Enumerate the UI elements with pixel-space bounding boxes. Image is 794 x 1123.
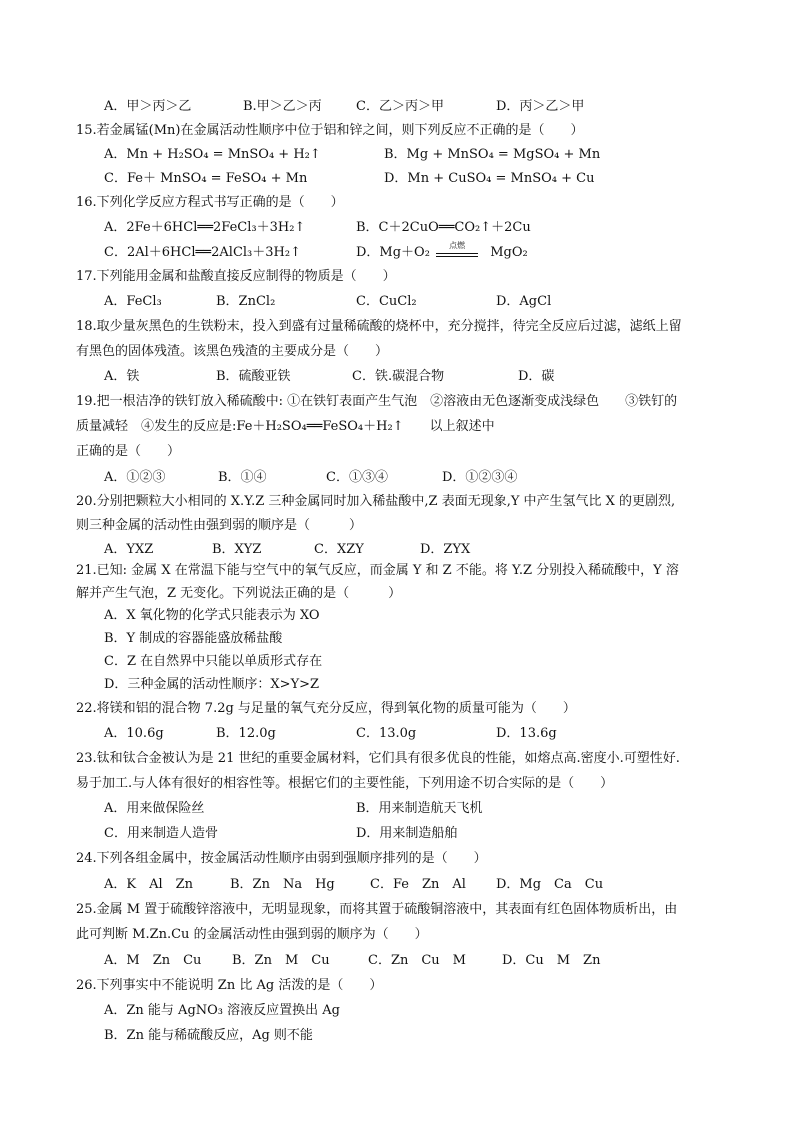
q25-option-d: D．Cu M Zn: [502, 953, 601, 968]
q22-options-row: [0, 725, 794, 743]
q18-option-d: D．碳: [518, 369, 555, 384]
q19-stem-line-2: 质量减轻 ④发生的反应是:Fe＋H₂SO₄══FeSO₄＋H₂↑ 以上叙述中: [76, 419, 495, 434]
q18-stem-line-2: 有黑色的固体残渣。该黑色残渣的主要成分是（ ）: [76, 344, 389, 359]
q25-option-a: A．M Zn Cu: [104, 953, 202, 968]
q14-option-c: C．乙＞丙＞甲: [356, 99, 444, 114]
q20-option-d: D．ZYX: [420, 542, 471, 557]
q26-option-b: B．Zn 能与稀硫酸反应，Ag 则不能: [104, 1028, 313, 1043]
q21-option-b: B．Y 制成的容器能盛放稀盐酸: [104, 631, 283, 646]
q16-option-b: B．C＋2CuO══CO₂↑＋2Cu: [356, 220, 531, 235]
q18-options-row: [0, 368, 794, 386]
q23-option-a: A．用来做保险丝: [104, 801, 205, 816]
q21-stem-line-1: 21.已知: 金属 X 在常温下能与空气中的氧气反应，而金属 Y 和 Z 不能。将 Y.Z 分别投入稀硫酸中，Y 溶: [76, 563, 679, 578]
q24-option-d: D．Mg Ca Cu: [496, 877, 604, 892]
q17-options-row: [0, 293, 794, 311]
q22-option-a: A．10.6g: [104, 726, 164, 741]
q23-option-d: D．用来制造船舶: [356, 826, 458, 841]
q19-option-d: D．①②③④: [442, 470, 518, 485]
q21-option-c: C．Z 在自然界中只能以单质形式存在: [104, 654, 323, 669]
q24-option-c: C．Fe Zn Al: [370, 877, 466, 892]
q15-option-d: D．Mn + CuSO₄ = MnSO₄ + Cu: [384, 171, 595, 186]
q16-option-d-reactants: D．Mg＋O₂: [356, 245, 430, 260]
q18-option-a: A．铁: [104, 369, 140, 384]
q24-options-row: [0, 876, 794, 894]
q23-stem-line-1: 23.钛和钛合金被认为是 21 世纪的重要金属材料，它们具有很多优良的性能，如熔点高.密度小.可塑性好.: [76, 751, 680, 766]
q18-option-b: B．硫酸亚铁: [216, 369, 291, 384]
q18-option-c: C．铁.碳混合物: [352, 369, 445, 384]
q25-options-row: [0, 952, 794, 970]
reaction-condition-sign: [434, 241, 480, 262]
q22-stem: 22.将镁和铝的混合物 7.2g 与足量的氧气充分反应，得到氧化物的质量可能为（ ）: [76, 701, 576, 716]
q23-option-c: C．用来制造人造骨: [104, 826, 218, 841]
q20-option-c: C．XZY: [314, 542, 364, 557]
q23-options-row-2: [0, 825, 794, 843]
q14-option-a: A．甲＞丙＞乙: [104, 99, 192, 114]
q21-option-a: A．X 氧化物的化学式只能表示为 XO: [104, 608, 320, 623]
q20-option-b: B．XYZ: [212, 542, 262, 557]
q16-option-c: C．2Al＋6HCl══2AlCl₃＋3H₂↑: [104, 245, 301, 260]
q15-option-c: C．Fe＋ MnSO₄ = FeSO₄ + Mn: [104, 171, 308, 186]
q20-options-row: [0, 541, 794, 559]
q16-option-d: [356, 241, 528, 262]
q16-options-row-1: [0, 219, 794, 237]
q25-option-c: C．Zn Cu M: [368, 953, 466, 968]
q20-option-a: A．YXZ: [104, 542, 154, 557]
q17-option-b: B．ZnCl₂: [216, 294, 276, 309]
q15-option-b: B．Mg + MnSO₄ = MgSO₄ + Mn: [384, 147, 601, 162]
q26-stem: 26.下列事实中不能说明 Zn 比 Ag 活泼的是（ ）: [76, 978, 383, 993]
q16-stem: 16.下列化学反应方程式书写正确的是（ ）: [76, 195, 344, 210]
q22-option-b: B．12.0g: [216, 726, 276, 741]
q17-option-c: C．CuCl₂: [356, 294, 417, 309]
q22-option-c: C．13.0g: [356, 726, 417, 741]
q24-option-b: B．Zn Na Hg: [230, 877, 335, 892]
q15-options-row-1: [0, 146, 794, 164]
q19-stem-line-1: 19.把一根洁净的铁钉放入稀硫酸中: ①在铁钉表面产生气泡 ②溶液由无色逐渐变成浅绿色 ③铁钉的: [76, 394, 678, 409]
q18-stem-line-1: 18.取少量灰黑色的生铁粉末，投入到盛有过量稀硫酸的烧杯中，充分搅拌，待完全反应后过滤，滤纸上留: [76, 319, 682, 334]
q19-option-c: C．①③④: [326, 470, 388, 485]
q26-option-a: A．Zn 能与 AgNO₃ 溶液反应置换出 Ag: [104, 1003, 340, 1018]
q21-option-d: D．三种金属的活动性顺序：X>Y>Z: [104, 677, 320, 692]
q20-stem-line-2: 则三种金属的活动性由强到弱的顺序是（ ）: [76, 518, 363, 533]
q14-option-b: B.甲＞乙＞丙: [243, 99, 322, 114]
q22-option-d: D．13.6g: [496, 726, 557, 741]
q20-stem-line-1: 20.分别把颗粒大小相同的 X.Y.Z 三种金属同时加入稀盐酸中,Z 表面无现象,Y 中产生氢气比 X 的更剧烈,: [76, 494, 676, 509]
q15-option-a: A．Mn + H₂SO₄ = MnSO₄ + H₂↑: [104, 147, 321, 162]
q14-options-row: [0, 98, 794, 116]
q16-option-d-product: MgO₂: [490, 245, 528, 260]
q25-option-b: B．Zn M Cu: [232, 953, 330, 968]
q23-stem-line-2: 易于加工.与人体有很好的相容性等。根据它们的主要性能，下列用途不切合实际的是（ ）: [76, 776, 614, 791]
q19-stem-line-3: 正确的是（ ）: [76, 444, 181, 459]
q17-option-d: D．AgCl: [496, 294, 552, 309]
q17-option-a: A．FeCl₃: [104, 294, 162, 309]
q24-stem: 24.下列各组金属中，按金属活动性顺序由弱到强顺序排列的是（ ）: [76, 851, 487, 866]
q25-stem-line-1: 25.金属 M 置于硫酸锌溶液中，无明显现象，而将其置于硫酸铜溶液中，其表面有红色固体物质析出，由: [76, 902, 678, 917]
q23-options-row-1: [0, 800, 794, 818]
q23-option-b: B．用来制造航天飞机: [356, 801, 483, 816]
q21-stem-line-2: 解并产生气泡，Z 无变化。下列说法正确的是（ ）: [76, 586, 402, 601]
q16-options-row-2: [0, 241, 794, 262]
q16-option-a: A．2Fe＋6HCl══2FeCl₃＋3H₂↑: [104, 220, 306, 235]
q14-option-d: D．丙＞乙＞甲: [496, 99, 585, 114]
q24-option-a: A．K Al Zn: [104, 877, 194, 892]
q25-stem-line-2: 此可判断 M.Zn.Cu 的金属活动性由强到弱的顺序为（ ）: [76, 927, 428, 942]
q17-stem: 17.下列能用金属和盐酸直接反应制得的物质是（ ）: [76, 269, 396, 284]
q19-option-a: A．①②③: [104, 470, 166, 485]
q15-options-row-2: [0, 170, 794, 188]
q15-stem: 15.若金属锰(Mn)在金属活动性顺序中位于铝和锌之间，则下列反应不正确的是（ ）: [76, 123, 584, 138]
reaction-condition-label: 点燃: [449, 241, 466, 250]
q19-option-b: B．①④: [218, 470, 267, 485]
q19-options-row: [0, 469, 794, 487]
